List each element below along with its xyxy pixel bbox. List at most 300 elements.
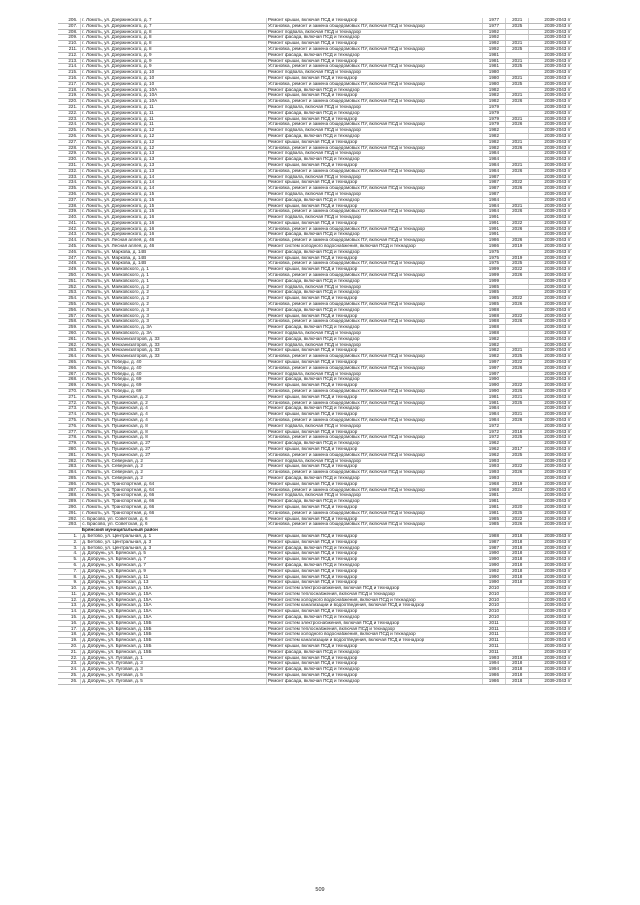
address-cell: г. Ломоть, ул. Маяковского, д. 3 — [81, 319, 267, 325]
address-cell: г. Ломоть, ул. Дзержинского, д. 14 — [81, 186, 267, 192]
year-built-cell: 1972 — [482, 429, 505, 435]
period-cell: 2039-2043 гг — [529, 452, 572, 458]
work-type-cell: Ремонт подвала, включая ПСД и технадзор — [266, 371, 482, 377]
address-cell: д. Добрунь, ул. Брянская, д. 15А — [81, 609, 267, 615]
table-row — [58, 499, 572, 505]
last-repair-cell: 2019 — [506, 244, 529, 250]
row-number: 20. — [58, 644, 81, 650]
year-built-cell: 1990 — [482, 580, 505, 586]
last-repair-cell: 2026 — [506, 417, 529, 423]
work-type-cell: Ремонт систем холодного водоснабжения, включая ПСД и технадзор — [266, 244, 482, 250]
row-number: 273. — [58, 406, 81, 412]
address-cell: г. Ломоть, ул. Победы, д. 40 — [81, 360, 267, 366]
address-cell: г. Ломоть, ул. Дзержинского, д. 10А — [81, 93, 267, 99]
row-number: 285. — [58, 475, 81, 481]
work-type-cell: Ремонт крыши, включая ПСД и технадзор — [266, 446, 482, 452]
year-built-cell: 2011 — [482, 620, 505, 626]
address-cell: г. Ломоть, ул. Пушкинская, д. 27 — [81, 441, 267, 447]
address-cell: г. Ломоть, ул. Дзержинского, д. 10 — [81, 81, 267, 87]
table-row — [58, 23, 572, 29]
address-cell: г. Ломоть, ул. Маяковского, д. 1 — [81, 273, 267, 279]
work-type-cell: Ремонт фасада, включая ПСД и технадзор — [266, 441, 482, 447]
last-repair-cell: 2018 — [506, 568, 529, 574]
work-type-cell: Установка, ремонт и замена общедомовых ПУ, включая ПСД и технадзор — [266, 238, 482, 244]
table-row — [58, 64, 572, 70]
address-cell: г. Ломоть, ул. Пушкинская, д. 4 — [81, 417, 267, 423]
period-cell: 2039-2043 гг — [529, 186, 572, 192]
period-cell: 2039-2043 гг — [529, 638, 572, 644]
address-cell: г. Ломоть, ул. Транспортная, д. 64 — [81, 487, 267, 493]
year-built-cell: 1987 — [482, 539, 505, 545]
year-built-cell: 1992 — [482, 35, 505, 41]
address-cell: г. Ломоть, ул. Маяковского, д. 2 — [81, 296, 267, 302]
work-type-cell: Ремонт крыши, включая ПСД и технадзор — [266, 661, 482, 667]
address-cell: г. Ломоть, ул. Маркова, д. 14В — [81, 255, 267, 261]
work-type-cell: Ремонт крыши, включая ПСД и технадзор — [266, 180, 482, 186]
period-cell: 2039-2043 гг — [529, 162, 572, 168]
period-cell: 2039-2043 гг — [529, 429, 572, 435]
last-repair-cell: 2026 — [506, 389, 529, 395]
table-row — [58, 510, 572, 516]
table-row — [58, 435, 572, 441]
period-cell: 2039-2043 гг — [529, 446, 572, 452]
work-type-cell: Ремонт фасада, включая ПСД и технадзор — [266, 35, 482, 41]
work-type-cell: Установка, ремонт и замена общедомовых ПУ, включая ПСД и технадзор — [266, 23, 482, 29]
row-number: 221. — [58, 104, 81, 110]
row-number: 256. — [58, 307, 81, 313]
period-cell: 2039-2043 гг — [529, 655, 572, 661]
period-cell: 2039-2043 гг — [529, 667, 572, 673]
year-built-cell: 1981 — [482, 394, 505, 400]
period-cell: 2039-2043 гг — [529, 586, 572, 592]
row-number: 222. — [58, 110, 81, 116]
work-type-cell: Ремонт подвала, включая ПСД и технадзор — [266, 284, 482, 290]
year-built-cell: 1997 — [482, 371, 505, 377]
row-number: 266. — [58, 365, 81, 371]
year-built-cell: 1994 — [482, 661, 505, 667]
period-cell: 2039-2043 гг — [529, 481, 572, 487]
row-number: 3. — [58, 545, 81, 551]
year-built-cell: 1992 — [482, 568, 505, 574]
period-cell: 2039-2043 гг — [529, 597, 572, 603]
period-cell: 2039-2043 гг — [529, 470, 572, 476]
work-type-cell: Установка, ремонт и замена общедомовых ПУ, включая ПСД и технадзор — [266, 470, 482, 476]
period-cell: 2039-2043 гг — [529, 487, 572, 493]
period-cell: 2039-2043 гг — [529, 255, 572, 261]
period-cell: 2039-2043 гг — [529, 133, 572, 139]
table-row — [58, 348, 572, 354]
row-number: 208. — [58, 29, 81, 35]
address-cell: г. Ломоть, ул. Дзержинского, д. 12 — [81, 133, 267, 139]
table-row — [58, 551, 572, 557]
address-cell: г. Ломоть, ул. Дзержинского, д. 10 — [81, 70, 267, 76]
table-row — [58, 249, 572, 255]
address-cell: г. Ломоть, ул. Транспортная, д. 64 — [81, 481, 267, 487]
year-built-cell: 1984 — [482, 417, 505, 423]
period-cell: 2039-2043 гг — [529, 209, 572, 215]
year-built-cell: 1984 — [482, 151, 505, 157]
row-number: 15. — [58, 615, 81, 621]
period-cell: 2039-2043 гг — [529, 75, 572, 81]
year-built-cell: 1986 — [482, 673, 505, 679]
work-type-cell: Ремонт крыши, включая ПСД и технадзор — [266, 533, 482, 539]
work-type-cell: Установка, ремонт и замена общедомовых ПУ, включая ПСД и технадзор — [266, 319, 482, 325]
work-type-cell: Установка, ремонт и замена общедомовых ПУ, включая ПСД и технадзор — [266, 168, 482, 174]
address-cell: г. Ломоть, ул. Пушкинская, д. 8 — [81, 435, 267, 441]
last-repair-cell: 2026 — [506, 99, 529, 105]
table-row — [58, 562, 572, 568]
last-repair-cell: 2025 — [506, 261, 529, 267]
period-cell: 2039-2043 гг — [529, 603, 572, 609]
table-row — [58, 365, 572, 371]
address-cell: г. Ломоть, ул. Пушкинская, д. 4 — [81, 406, 267, 412]
address-cell: г. Ломоть, ул. Дзержинского, д. 9 — [81, 52, 267, 58]
table-row — [58, 412, 572, 418]
year-built-cell: 1982 — [482, 93, 505, 99]
period-cell: 2039-2043 гг — [529, 516, 572, 522]
work-type-cell: Ремонт крыши, включая ПСД и технадзор — [266, 383, 482, 389]
table-row — [58, 586, 572, 592]
work-type-cell: Ремонт фасада, включая ПСД и технадзор — [266, 110, 482, 116]
table-row — [58, 429, 572, 435]
table-row — [58, 626, 572, 632]
last-repair-cell: 2018 — [506, 551, 529, 557]
table-row — [58, 673, 572, 679]
last-repair-cell: 2021 — [506, 139, 529, 145]
period-cell: 2039-2043 гг — [529, 441, 572, 447]
year-built-cell: 1968 — [482, 487, 505, 493]
row-number: 263. — [58, 348, 81, 354]
period-cell: 2039-2043 гг — [529, 568, 572, 574]
address-cell: д. Бетово, ул. Центральная, д. 3 — [81, 545, 267, 551]
period-cell: 2039-2043 гг — [529, 406, 572, 412]
work-type-cell: Ремонт крыши, включая ПСД и технадзор — [266, 655, 482, 661]
last-repair-cell: 2026 — [506, 145, 529, 151]
last-repair-cell: 2026 — [506, 522, 529, 528]
year-built-cell: 1986 — [482, 678, 505, 684]
address-cell: г. Ломоть, ул. Северная, д. 2 — [81, 458, 267, 464]
row-number: 279. — [58, 441, 81, 447]
year-built-cell: 1990 — [482, 551, 505, 557]
address-cell: д. Добрунь, ул. Брянская, д. 15Б — [81, 632, 267, 638]
table-row — [58, 325, 572, 331]
year-built-cell: 1991 — [482, 220, 505, 226]
row-number: 268. — [58, 377, 81, 383]
row-number: 239. — [58, 209, 81, 215]
address-cell: г. Ломоть, ул. Маяковского, д. 2 — [81, 284, 267, 290]
work-type-cell: Ремонт подвала, включая ПСД и технадзор — [266, 331, 482, 337]
year-built-cell: 1980 — [482, 70, 505, 76]
row-number: 4. — [58, 551, 81, 557]
last-repair-cell: 2026 — [506, 238, 529, 244]
work-type-cell: Ремонт крыши, включая ПСД и технадзор — [266, 139, 482, 145]
work-type-cell: Ремонт подвала, включая ПСД и технадзор — [266, 151, 482, 157]
year-built-cell: 1982 — [482, 99, 505, 105]
works-table — [58, 18, 572, 685]
period-cell: 2039-2043 гг — [529, 620, 572, 626]
row-number: 209. — [58, 35, 81, 41]
address-cell: г. Ломоть, ул. Дзержинского, д. 10 — [81, 75, 267, 81]
work-type-cell: Ремонт подвала, включая ПСД и технадзор — [266, 128, 482, 134]
address-cell: г. Ломоть, ул. Маркова, д. 14В — [81, 249, 267, 255]
table-row — [58, 644, 572, 650]
row-number: 232. — [58, 168, 81, 174]
work-type-cell: Ремонт систем холодного водоснабжения, включая ПСД и технадзор — [266, 632, 482, 638]
last-repair-cell: 2018 — [506, 557, 529, 563]
period-cell: 2039-2043 гг — [529, 545, 572, 551]
table-row — [58, 383, 572, 389]
table-row — [58, 446, 572, 452]
period-cell: 2039-2043 гг — [529, 18, 572, 23]
last-repair-cell: 2025 — [506, 435, 529, 441]
year-built-cell: 2011 — [482, 638, 505, 644]
period-cell: 2039-2043 гг — [529, 435, 572, 441]
year-built-cell: 1982 — [482, 133, 505, 139]
period-cell: 2039-2043 гг — [529, 591, 572, 597]
year-built-cell: 1990 — [482, 377, 505, 383]
year-built-cell: 1984 — [482, 406, 505, 412]
address-cell: г. Ломоть, ул. Дзержинского, д. 7 — [81, 18, 267, 23]
row-number: 226. — [58, 133, 81, 139]
table-row — [58, 238, 572, 244]
last-repair-cell: 2018 — [506, 673, 529, 679]
year-built-cell: 1988 — [482, 307, 505, 313]
year-built-cell: 1992 — [482, 46, 505, 52]
work-type-cell: Установка, ремонт и замена общедомовых ПУ, включая ПСД и технадзор — [266, 81, 482, 87]
row-number: 23. — [58, 661, 81, 667]
period-cell: 2039-2043 гг — [529, 180, 572, 186]
address-cell: г. Ломоть, ул. Дзержинского, д. 12 — [81, 139, 267, 145]
work-type-cell: Ремонт фасада, включая ПСД и технадзор — [266, 406, 482, 412]
address-cell: г. Ломоть, ул. Дзержинского, д. 11 — [81, 122, 267, 128]
row-number: 216. — [58, 75, 81, 81]
address-cell: д. Добрунь, ул. Брянская, д. 15Б — [81, 638, 267, 644]
year-built-cell: 1982 — [482, 128, 505, 134]
address-cell: д. Добрунь, ул. Брянская, д. 15Б — [81, 644, 267, 650]
address-cell: д. Добрунь, ул. Брянская, д. 15А — [81, 591, 267, 597]
year-built-cell: 1975 — [482, 255, 505, 261]
table-row — [58, 104, 572, 110]
year-built-cell: 1982 — [482, 139, 505, 145]
period-cell: 2039-2043 гг — [529, 302, 572, 308]
period-cell: 2039-2043 гг — [529, 23, 572, 29]
year-built-cell: 1985 — [482, 302, 505, 308]
year-built-cell: 1990 — [482, 557, 505, 563]
work-type-cell: Установка, ремонт и замена общедомовых ПУ, включая ПСД и технадзор — [266, 46, 482, 52]
table-row — [58, 122, 572, 128]
address-cell: г. Ломоть, ул. Дзержинского, д. 11 — [81, 116, 267, 122]
table-row — [58, 75, 572, 81]
work-type-cell: Установка, ремонт и замена общедомовых ПУ, включая ПСД и технадзор — [266, 302, 482, 308]
address-cell: г. Ломоть, ул. Победы, д. 69 — [81, 389, 267, 395]
row-number: 206. — [58, 18, 81, 23]
table-row — [58, 162, 572, 168]
row-number: 238. — [58, 203, 81, 209]
row-number: 259. — [58, 325, 81, 331]
last-repair-cell: 2026 — [506, 470, 529, 476]
work-type-cell: Ремонт подвала, включая ПСД и технадзор — [266, 493, 482, 499]
row-number: 213. — [58, 58, 81, 64]
address-cell: д. Добрунь, ул. Брянская, д. 7 — [81, 557, 267, 563]
address-cell: г. Ломоть, ул. Мекханизаторов, д. 33 — [81, 348, 267, 354]
work-type-cell: Установка, ремонт и замена общедомовых ПУ, включая ПСД и технадзор — [266, 435, 482, 441]
year-built-cell: 2010 — [482, 597, 505, 603]
row-number: 250. — [58, 273, 81, 279]
address-cell: г. Ломоть, ул. Пушкинская, д. 8 — [81, 429, 267, 435]
address-cell: г. Ломоть, ул. Маяковского, д. 3А — [81, 325, 267, 331]
row-number: 265. — [58, 360, 81, 366]
row-number: 257. — [58, 313, 81, 319]
period-cell: 2039-2043 гг — [529, 551, 572, 557]
year-built-cell: 1984 — [482, 209, 505, 215]
year-built-cell: 2011 — [482, 644, 505, 650]
work-type-cell: Ремонт фасада, включая ПСД и технадзор — [266, 325, 482, 331]
row-number: 228. — [58, 145, 81, 151]
work-type-cell: Ремонт крыши, включая ПСД и технадзор — [266, 394, 482, 400]
last-repair-cell: 2018 — [506, 667, 529, 673]
work-type-cell: Ремонт фасада, включая ПСД и технадзор — [266, 499, 482, 505]
table-row — [58, 46, 572, 52]
table-row — [58, 261, 572, 267]
table-row — [58, 423, 572, 429]
period-cell: 2039-2043 гг — [529, 371, 572, 377]
row-number: 261. — [58, 336, 81, 342]
work-type-cell: Установка, ремонт и замена общедомовых ПУ, включая ПСД и технадзор — [266, 522, 482, 528]
address-cell: г. Ломоть, ул. Дзержинского, д. 8 — [81, 35, 267, 41]
last-repair-cell: 2025 — [506, 510, 529, 516]
table-row — [58, 441, 572, 447]
row-number: 247. — [58, 255, 81, 261]
table-row — [58, 638, 572, 644]
year-built-cell: 1979 — [482, 104, 505, 110]
last-repair-cell: 2021 — [506, 58, 529, 64]
table-row — [58, 580, 572, 586]
period-cell: 2039-2043 гг — [529, 354, 572, 360]
year-built-cell: 1990 — [482, 389, 505, 395]
period-cell: 2039-2043 гг — [529, 377, 572, 383]
work-type-cell: Ремонт крыши, включая ПСД и технадзор — [266, 162, 482, 168]
year-built-cell: 1987 — [482, 545, 505, 551]
last-repair-cell: 2025 — [506, 354, 529, 360]
row-number: 210. — [58, 41, 81, 47]
address-cell: г. Ломоть, ул. Пушкинская, д. 27 — [81, 446, 267, 452]
address-cell: д. Добрунь, ул. Брянская, д. 15Б — [81, 620, 267, 626]
year-built-cell: 1988 — [482, 325, 505, 331]
address-cell: г. Ломоть, ул. Дзержинского, д. 10А — [81, 99, 267, 105]
work-type-cell: Ремонт крыши, включая ПСД и технадзор — [266, 41, 482, 47]
period-cell: 2039-2043 гг — [529, 122, 572, 128]
row-number: 248. — [58, 261, 81, 267]
last-repair-cell: 2018 — [506, 545, 529, 551]
row-number: 254. — [58, 296, 81, 302]
table-row — [58, 319, 572, 325]
address-cell: г. Ломоть, ул. Маяковского, д. 3 — [81, 307, 267, 313]
work-type-cell: Ремонт крыши, включая ПСД и технадзор — [266, 673, 482, 679]
year-built-cell: 1988 — [482, 313, 505, 319]
year-built-cell: 1993 — [482, 464, 505, 470]
year-built-cell: 1981 — [482, 510, 505, 516]
work-type-cell: Ремонт крыши, включая ПСД и технадзор — [266, 255, 482, 261]
row-number: 9. — [58, 580, 81, 586]
work-type-cell: Установка, ремонт и замена общедомовых ПУ, включая ПСД и технадзор — [266, 64, 482, 70]
work-type-cell: Ремонт крыши, включая ПСД и технадзор — [266, 574, 482, 580]
last-repair-cell: 2018 — [506, 580, 529, 586]
row-number: 26. — [58, 678, 81, 684]
year-built-cell: 1984 — [482, 197, 505, 203]
row-number: 291. — [58, 510, 81, 516]
table-row — [58, 70, 572, 76]
table-row — [58, 336, 572, 342]
period-cell: 2039-2043 гг — [529, 284, 572, 290]
row-number: 25. — [58, 673, 81, 679]
period-cell: 2039-2043 гг — [529, 475, 572, 481]
year-built-cell: 1977 — [482, 18, 505, 23]
address-cell: г. Ломоть, ул. Дзержинского, д. 13 — [81, 151, 267, 157]
row-number: 21. — [58, 649, 81, 655]
work-type-cell: Ремонт крыши, включая ПСД и технадзор — [266, 93, 482, 99]
table-row — [58, 174, 572, 180]
last-repair-cell: 2025 — [506, 452, 529, 458]
work-type-cell: Ремонт крыши, включая ПСД и технадзор — [266, 412, 482, 418]
work-type-cell: Ремонт систем электроснабжения, включая ПСД и технадзор — [266, 620, 482, 626]
address-cell: г. Ломоть, ул. Дзержинского, д. 11 — [81, 104, 267, 110]
year-built-cell: 1992 — [482, 29, 505, 35]
year-built-cell: 1984 — [482, 203, 505, 209]
table-row — [58, 302, 572, 308]
row-number: 7. — [58, 568, 81, 574]
address-cell: д. Добрунь, ул. Брянская, д. 15Б — [81, 626, 267, 632]
work-type-cell: Ремонт систем электроснабжения, включая ПСД и технадзор — [266, 586, 482, 592]
address-cell: г. Ломоть, ул. Пушкинская, д. 27 — [81, 452, 267, 458]
work-type-cell: Ремонт крыши, включая ПСД и технадзор — [266, 220, 482, 226]
table-row — [58, 568, 572, 574]
last-repair-cell: 2021 — [506, 162, 529, 168]
table-row — [58, 87, 572, 93]
address-cell: г. Ломоть, ул. Дзержинского, д. 9 — [81, 58, 267, 64]
period-cell: 2039-2043 гг — [529, 249, 572, 255]
last-repair-cell: 2026 — [506, 319, 529, 325]
year-built-cell: 1988 — [482, 533, 505, 539]
work-type-cell: Ремонт систем теплоснабжения, включая ПСД и технадзор — [266, 591, 482, 597]
period-cell: 2039-2043 гг — [529, 116, 572, 122]
work-type-cell: Установка, ремонт и замена общедомовых ПУ, включая ПСД и технадзор — [266, 365, 482, 371]
row-number: 236. — [58, 191, 81, 197]
period-cell: 2039-2043 гг — [529, 104, 572, 110]
table-row — [58, 342, 572, 348]
work-type-cell: Ремонт фасада, включая ПСД и технадзор — [266, 197, 482, 203]
row-number: 244. — [58, 238, 81, 244]
period-cell: 2039-2043 гг — [529, 632, 572, 638]
table-row — [58, 649, 572, 655]
address-cell: г. Ломоть, ул. Дзержинского, д. 16 — [81, 232, 267, 238]
period-cell: 2039-2043 гг — [529, 197, 572, 203]
period-cell: 2039-2043 гг — [529, 615, 572, 621]
table-row — [58, 470, 572, 476]
row-number: 255. — [58, 302, 81, 308]
row-number: 18. — [58, 632, 81, 638]
work-type-cell: Ремонт фасада, включая ПСД и технадзор — [266, 377, 482, 383]
period-cell: 2039-2043 гг — [529, 678, 572, 684]
last-repair-cell: 2022 — [506, 360, 529, 366]
row-number: 262. — [58, 342, 81, 348]
work-type-cell: Установка, ремонт и замена общедомовых ПУ, включая ПСД и технадзор — [266, 99, 482, 105]
work-type-cell: Ремонт крыши, включая ПСД и технадзор — [266, 18, 482, 23]
year-built-cell: 1987 — [482, 186, 505, 192]
last-repair-cell: 2026 — [506, 273, 529, 279]
address-cell: с. Брасово, ул. Советская, д. 6 — [81, 522, 267, 528]
work-type-cell: Ремонт крыши, включая ПСД и технадзор — [266, 481, 482, 487]
year-built-cell: 1979 — [482, 122, 505, 128]
